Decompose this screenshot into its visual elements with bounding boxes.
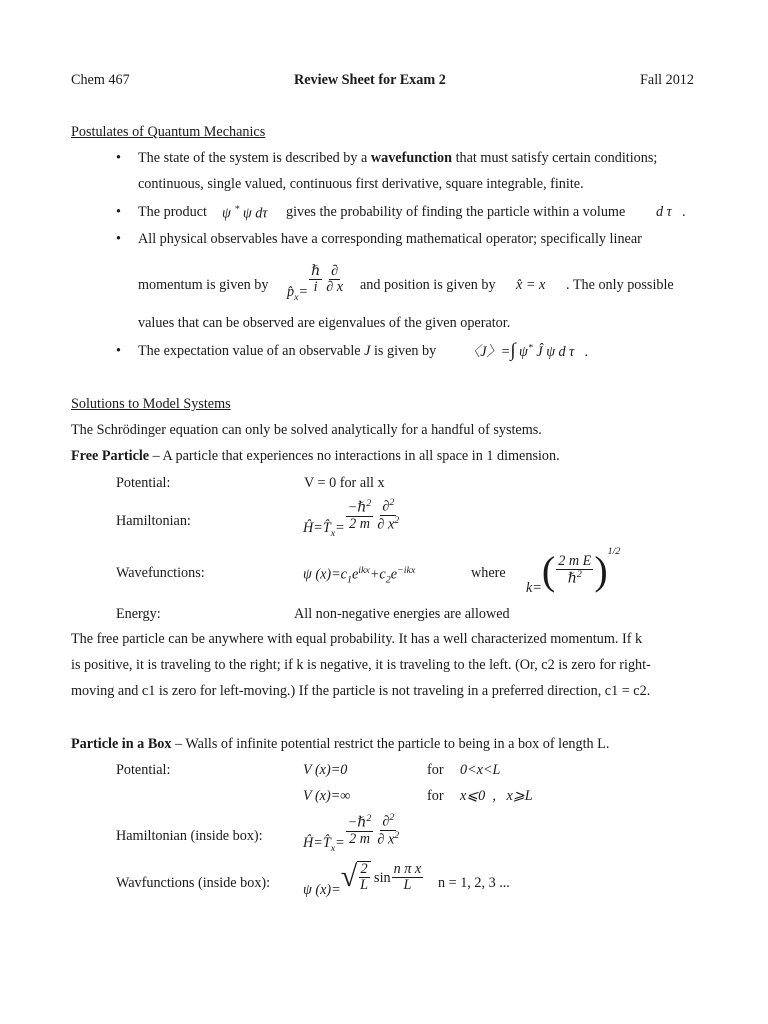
postulate-3-momentum: momentum is given by [138,277,269,293]
fp-potential-label: Potential: [116,475,171,491]
expectation-eq: 〈J〉=∫ ψ* Ĵ ψ d τ . [466,340,589,361]
box-inside-range: 0<x<L [460,762,501,778]
box-for-2: for [427,788,444,804]
box-potential-inside: V (x)=0 [303,762,348,778]
page-title: Review Sheet for Exam 2 [294,72,446,88]
box-potential-outside: V (x)=∞ [303,788,351,804]
fp-wavefunction-eq: ψ $(x)=c_1e^{ikx}+c_2e^{-ikx}$ [303,565,416,586]
course-name: Chem 467 [71,72,130,88]
bullet: • [116,343,121,359]
postulate-2-mid: gives the probability of finding the particle within a volume [286,204,626,220]
free-particle-title: Free Particle – A particle that experiences no interactions in all space in 1 dimension. [71,448,560,464]
fp-energy-value: All non-negative energies are allowed [294,606,510,622]
postulate-3-only: . The only possible [566,277,674,293]
bullet: • [116,231,121,247]
fp-hamiltonian-label: Hamiltonian: [116,513,191,529]
solutions-heading: Solutions to Model Systems [71,396,231,412]
postulate-4: The expectation value of an observable J is given by [138,343,437,359]
postulate-3-eigen: values that can be observed are eigenvalues of the given operator. [138,315,511,331]
postulate-3: All physical observables have a corresponding mathematical operator; specifically linear [138,231,642,247]
postulate-1: The state of the system is described by a wavefunction that must satisfy certain conditions; [138,150,658,166]
position-operator: x̂ = x [516,277,546,293]
box-potential-label: Potential: [116,762,171,778]
box-outside-range: x⩽0 , x⩾L [460,788,533,804]
fp-paragraph-line1: The free particle can be anywhere with equal probability. It has a well characterized momentum. If k [71,631,643,647]
box-n-values: n = 1, 2, 3 ... [438,875,510,891]
fp-hamiltonian-eq: $Ĥ=T̂_x=$ $\frac{-\hbar^2}{2 m}$ $\frac{\partial^2}{\partial x^2}$ [303,497,400,540]
fp-wavefunctions-label: Wavefunctions: [116,565,205,581]
bullet: • [116,204,121,220]
prob-density-eq: ψ * ψ dτ [222,204,268,222]
postulate-3-position: and position is given by [360,277,496,293]
bullet: • [116,150,121,166]
solutions-intro: The Schrödinger equation can only be solved analytically for a handful of systems. [71,422,542,438]
fp-potential-value: V = 0 for all x [304,475,385,491]
box-hamiltonian-label: Hamiltonian (inside box): [116,828,263,844]
box-hamiltonian-eq: $Ĥ=T̂_x=$ $\frac{-\hbar^2}{2 m}$ $\frac{\partial^2}{\partial x^2}$ [303,812,400,855]
where-label: where [471,565,506,581]
momentum-operator: $p̂_x=$ $\frac{\text{ℏ}}{i}$ $\frac{\partial}{\partial x}$ [287,263,344,303]
fp-energy-label: Energy: [116,606,161,622]
k-eq: k=( $\frac{\text{2 m E}}{\hbar^2}$ )$^{1/2}$ [526,546,621,596]
fp-paragraph-line2: is positive, it is traveling to the right; if k is negative, it is traveling to the left. (Or, c2 is zero for right- [71,657,651,673]
box-wavefunction-eq: ψ (x)=√ $\frac{2}{L}$ sin $\frac{\text{n π x}}{L}$ [303,860,422,899]
postulate-1-cont: continuous, single valued, continuous first derivative, square integrable, finite. [138,176,584,192]
box-title: Particle in a Box – Walls of infinite potential restrict the particle to being in a box of length L. [71,736,610,752]
box-wavefunctions-label: Wavfunctions (inside box): [116,875,271,891]
postulate-2-pre: The product [138,204,207,220]
term: Fall 2012 [640,72,694,88]
fp-paragraph-line3: moving and c1 is zero for left-moving.) If the particle is not traveling in a preferred direction, c1 = c2. [71,683,651,699]
postulates-heading: Postulates of Quantum Mechanics [71,124,266,140]
box-for-1: for [427,762,444,778]
volume-eq: d τ . [656,204,686,220]
